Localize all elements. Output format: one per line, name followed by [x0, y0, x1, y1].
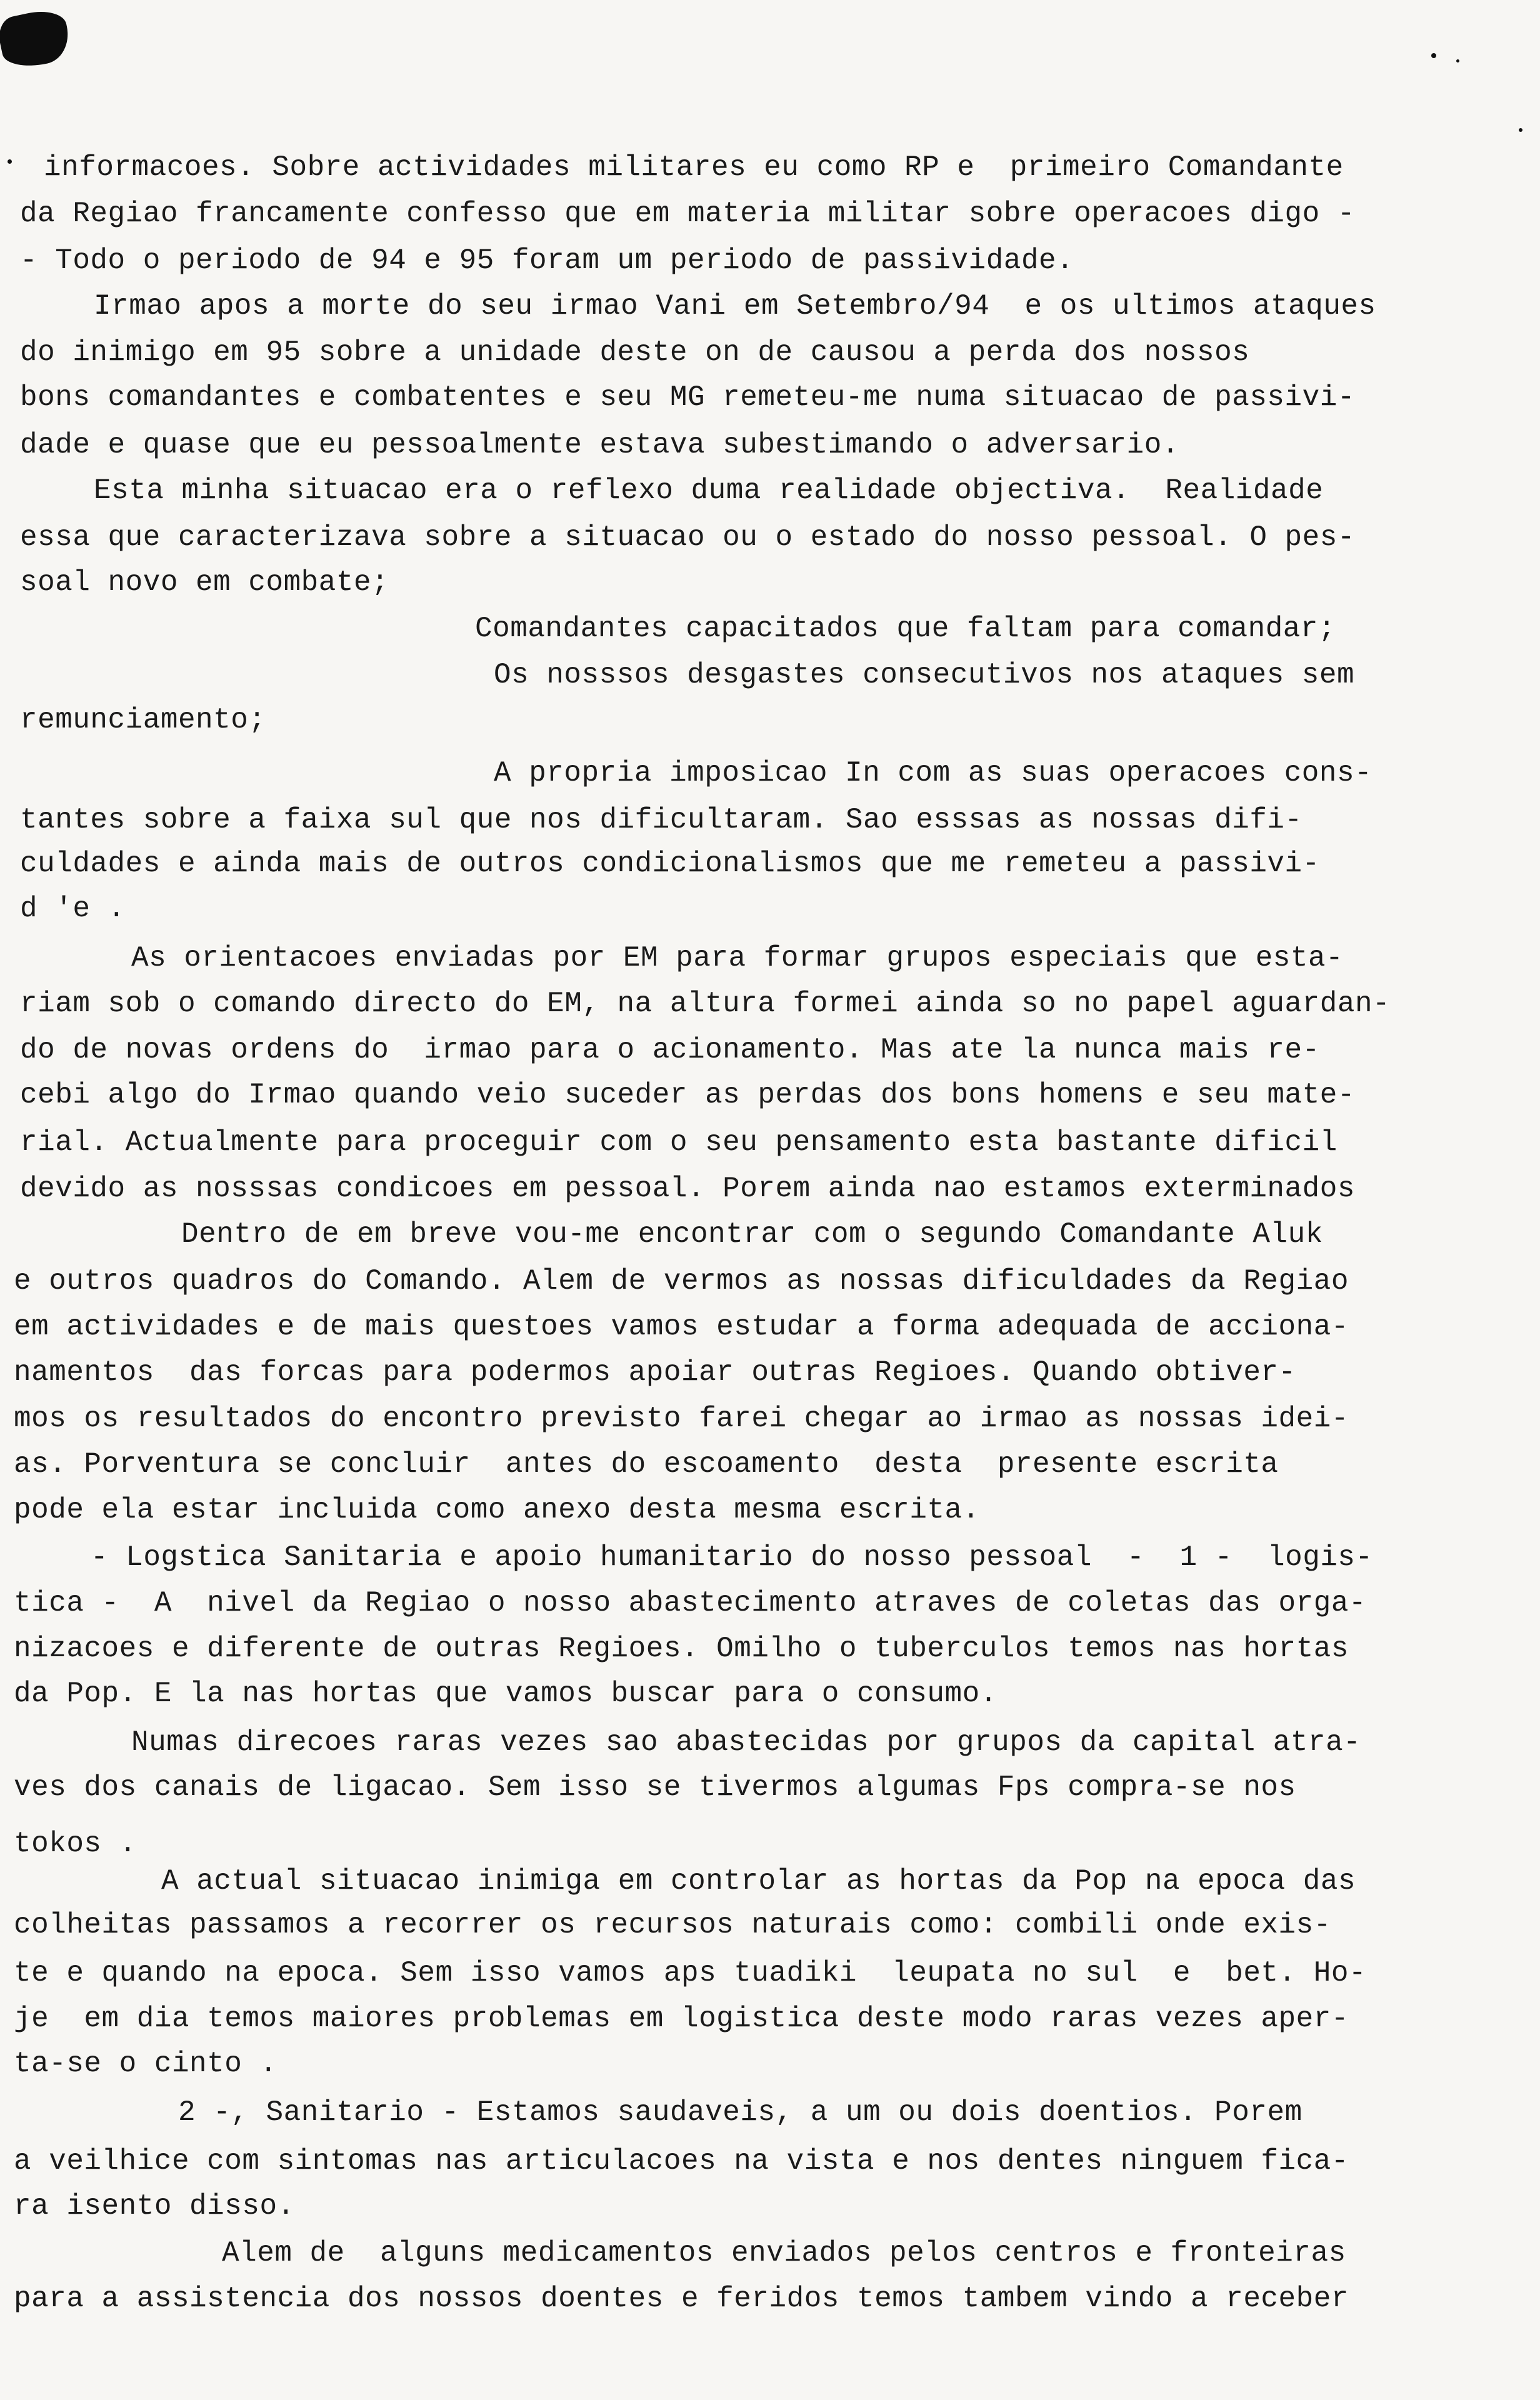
text-line: - Todo o periodo de 94 e 95 foram um periodo de passividade.	[20, 244, 1074, 277]
text-line: a veilhice com sintomas nas articulacoes na vista e nos dentes ninguem fica-	[14, 2145, 1349, 2178]
text-line: soal novo em combate;	[20, 566, 389, 599]
text-line: rial. Actualmente para proceguir com o seu pensamento esta bastante dificil	[20, 1126, 1338, 1159]
text-line: je em dia temos maiores problemas em logistica deste modo raras vezes aper-	[14, 2002, 1349, 2035]
text-line: te e quando na epoca. Sem isso vamos aps tuadiki leupata no sul e bet. Ho-	[14, 1957, 1367, 1989]
text-line: dade e quase que eu pessoalmente estava subestimando o adversario.	[20, 429, 1179, 461]
text-line: ra isento disso.	[14, 2190, 295, 2222]
text-line: tokos .	[14, 1828, 137, 1860]
text-line: tica - A nivel da Regiao o nosso abastecimento atraves de coletas das orga-	[14, 1587, 1367, 1619]
text-line: tantes sobre a faixa sul que nos dificultaram. Sao esssas as nossas difi-	[20, 804, 1302, 836]
text-line: A propria imposicao In com as suas operacoes cons-	[494, 757, 1372, 789]
text-line: 2 -, Sanitario - Estamos saudaveis, a um ou dois doentios. Porem	[178, 2096, 1302, 2129]
ink-speck	[1456, 59, 1459, 62]
text-line: ves dos canais de ligacao. Sem isso se tivermos algumas Fps compra-se nos	[14, 1771, 1296, 1804]
text-line: culdades e ainda mais de outros condicionalismos que me remeteu a passivi-	[20, 848, 1320, 880]
text-line: ta-se o cinto .	[14, 2048, 278, 2080]
text-line: pode ela estar incluida como anexo desta mesma escrita.	[14, 1494, 980, 1526]
ink-speck	[8, 159, 12, 164]
text-line: riam sob o comando directo do EM, na altura formei ainda so no papel aguardan-	[20, 988, 1391, 1020]
text-line: remunciamento;	[20, 704, 266, 736]
text-line: do inimigo em 95 sobre a unidade deste on de causou a perda dos nossos	[20, 336, 1250, 369]
text-line: - Logstica Sanitaria e apoio humanitario do nosso pessoal - 1 - logis-	[91, 1541, 1373, 1574]
text-line: cebi algo do Irmao quando veio suceder as perdas dos bons homens e seu mate-	[20, 1079, 1355, 1111]
ink-speck	[1431, 53, 1436, 58]
text-line: mos os resultados do encontro previsto farei chegar ao irmao as nossas idei-	[14, 1402, 1349, 1435]
text-line: A actual situacao inimiga em controlar as hortas da Pop na epoca das	[161, 1865, 1356, 1898]
text-line: Numas direcoes raras vezes sao abastecidas por grupos da capital atra-	[131, 1726, 1361, 1759]
text-line: namentos das forcas para podermos apoiar outras Regioes. Quando obtiver-	[14, 1356, 1296, 1389]
text-line: Dentro de em breve vou-me encontrar com o segundo Comandante Aluk	[181, 1218, 1323, 1251]
text-line: As orientacoes enviadas por EM para formar grupos especiais que esta-	[131, 942, 1344, 974]
text-line: do de novas ordens do irmao para o acionamento. Mas ate la nunca mais re-	[20, 1034, 1320, 1066]
text-line: Esta minha situacao era o reflexo duma realidade objectiva. Realidade	[94, 474, 1324, 507]
text-line: Os nosssos desgastes consecutivos nos ataques sem	[494, 659, 1355, 691]
text-line: Alem de alguns medicamentos enviados pelos centros e fronteiras	[222, 2237, 1346, 2269]
text-line: em actividades e de mais questoes vamos estudar a forma adequada de acciona-	[14, 1311, 1349, 1343]
ink-speck	[1519, 128, 1522, 132]
text-line: d 'e .	[20, 892, 126, 925]
text-line: devido as nosssas condicoes em pessoal. Porem ainda nao estamos exterminados	[20, 1172, 1355, 1205]
text-line: nizacoes e diferente de outras Regioes. Omilho o tuberculos temos nas hortas	[14, 1632, 1349, 1665]
text-line: essa que caracterizava sobre a situacao ou o estado do nosso pessoal. O pes-	[20, 521, 1355, 554]
text-line: e outros quadros do Comando. Alem de vermos as nossas dificuldades da Regiao	[14, 1265, 1349, 1298]
ink-blot	[0, 6, 74, 72]
text-line: da Regiao francamente confesso que em materia militar sobre operacoes digo -	[20, 198, 1355, 230]
text-line: da Pop. E la nas hortas que vamos buscar para o consumo.	[14, 1678, 998, 1710]
text-line: colheitas passamos a recorrer os recursos naturais como: combili onde exis-	[14, 1909, 1331, 1941]
text-line: para a assistencia dos nossos doentes e feridos temos tambem vindo a receber	[14, 2282, 1349, 2315]
text-line: as. Porventura se concluir antes do escoamento desta presente escrita	[14, 1448, 1279, 1481]
text-line: Comandantes capacitados que faltam para comandar;	[475, 612, 1336, 645]
text-line: informacoes. Sobre actividades militares eu como RP e primeiro Comandante	[44, 151, 1344, 184]
text-line: bons comandantes e combatentes e seu MG remeteu-me numa situacao de passivi-	[20, 381, 1355, 414]
text-line: Irmao apos a morte do seu irmao Vani em Setembro/94 e os ultimos ataques	[94, 290, 1376, 322]
